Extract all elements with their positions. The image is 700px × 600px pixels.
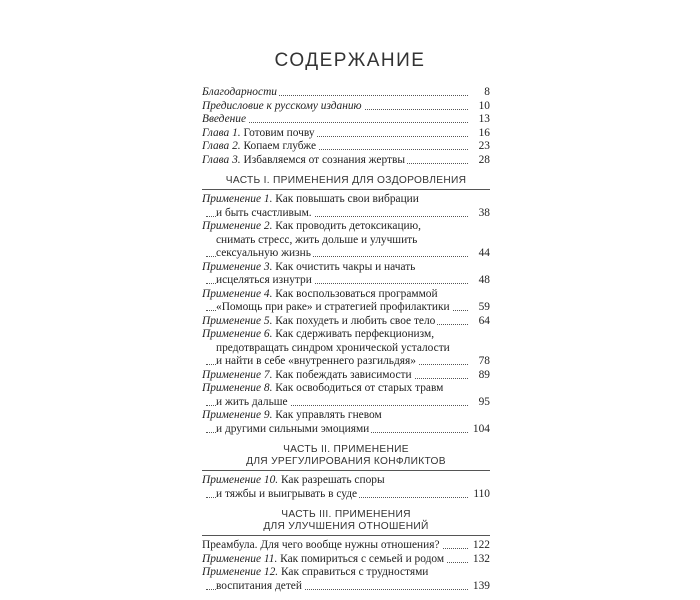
toc-entry-title: Как воспользоваться программой [272, 287, 438, 300]
part-3-heading-line-2: ДЛЯ УЛУЧШЕНИЯ ОТНОШЕНИЙ [263, 521, 429, 532]
toc-entry-line [202, 474, 490, 488]
toc-page-number: 13 [476, 113, 490, 127]
toc-entry-title: Как побеждать зависимости [272, 368, 412, 381]
toc-entry-title: Как проводить детоксикацию, [272, 220, 421, 232]
toc-entry [202, 140, 490, 154]
toc-entry-title: сексуальную жизнь [216, 247, 311, 259]
toc-entry-text [202, 113, 248, 127]
toc-page-number: 122 [470, 539, 490, 553]
toc-entry-title: и жить дальше [216, 395, 288, 408]
toc-entry-title: снимать стресс, жить дольше и улучшить [216, 233, 418, 246]
toc-entry-text [216, 423, 371, 437]
toc-entry-label: Глава 1. [202, 126, 241, 139]
toc-page-number: 44 [476, 247, 490, 261]
part-1-heading: ЧАСТЬ I. ПРИМЕНЕНИЯ ДЛЯ ОЗДОРОВЛЕНИЯ [202, 175, 490, 190]
part-2-heading-line-1: ЧАСТЬ II. ПРИМЕНЕНИЕ [283, 444, 409, 455]
toc-entry-title: Как справиться с трудностями [278, 566, 429, 578]
toc-entry-title: Как похудеть и любить свое тело [272, 314, 436, 327]
toc-entry-text [216, 355, 418, 369]
part-3-list [202, 539, 490, 593]
toc-entry [202, 86, 490, 100]
toc-page-number: 89 [476, 369, 490, 383]
toc-entry-text [202, 127, 317, 141]
toc-entry-text [202, 261, 417, 275]
toc-page-number: 95 [476, 396, 490, 410]
toc-entry-label: Применение 7. [202, 368, 273, 381]
toc-entry-text [202, 566, 430, 580]
toc-entry-line [202, 396, 490, 410]
toc-page-number: 10 [476, 100, 490, 114]
part-2-heading-line-2: ДЛЯ УРЕГУЛИРОВАНИЯ КОНФЛИКТОВ [246, 456, 446, 467]
toc-entry-text [202, 315, 437, 329]
toc-entry [202, 127, 490, 141]
toc-entry-text [202, 140, 318, 154]
toc-entry-label: Применение 10. [202, 474, 279, 486]
toc-page-number: 132 [470, 553, 490, 567]
page-title: СОДЕРЖАНИЕ [274, 50, 426, 71]
toc-entry-title: Копаем глубже [240, 140, 317, 152]
toc-entry-text [202, 86, 279, 100]
toc-entry-title: и найти в себе «внутреннего разгильдяя» [216, 355, 416, 367]
toc-entry-line [202, 369, 490, 383]
toc-entry-title: Как разрешать споры [278, 474, 385, 486]
toc-entry-label: Применение 4. [202, 287, 273, 300]
toc-page-number: 64 [476, 315, 490, 329]
toc-entry-title: исцеляться изнутри [216, 274, 312, 286]
toc-entry-line [202, 274, 490, 288]
toc-page-number: 139 [470, 580, 490, 594]
toc-entry-line [202, 539, 490, 553]
toc-entry-title: Избавляемся от сознания жертвы [240, 153, 406, 166]
toc-entry-label: Введение [202, 113, 247, 125]
toc-entry-line [202, 580, 490, 594]
toc-entry-title: Как сдерживать перфекционизм, [272, 328, 435, 340]
toc-page-number: 104 [470, 423, 490, 437]
toc-entry-text [202, 100, 364, 114]
toc-entry-text [216, 342, 452, 356]
toc-entry [202, 154, 490, 168]
toc-entry-label: Глава 3. [202, 153, 241, 166]
toc-entry-line [202, 423, 490, 437]
toc-entry-label: Применение 8. [202, 382, 273, 394]
toc-entry-line [202, 288, 490, 302]
toc-entry-label: Применение 5. [202, 314, 273, 327]
toc-entry-label: Глава 2. [202, 140, 241, 152]
toc-entry-line [202, 328, 490, 342]
toc-entry-text [216, 207, 314, 221]
toc-page-number: 78 [476, 355, 490, 369]
toc-entry-label: Применение 2. [202, 220, 273, 232]
toc-entry-label: Применение 11. [202, 552, 278, 565]
table-of-contents [202, 86, 490, 593]
toc-page-number: 110 [470, 488, 490, 502]
toc-page-number: 28 [476, 154, 490, 168]
toc-entry-line [202, 301, 490, 315]
toc-entry-title: Как помириться с семьей и родом [277, 552, 445, 565]
toc-entry-text [216, 396, 290, 410]
toc-entry-title: Как управлять гневом [272, 409, 382, 421]
toc-entry-label: Применение 1. [202, 193, 273, 205]
toc-entry-title: и быть счастливым. [216, 206, 312, 219]
toc-entry-line [202, 488, 490, 502]
toc-entry-line [202, 220, 490, 234]
toc-entry-line [202, 342, 490, 356]
toc-page-number: 59 [476, 301, 490, 315]
toc-entry [202, 100, 490, 114]
part-2-heading [202, 444, 490, 471]
toc-entry-line [202, 261, 490, 275]
toc-entry-title: Преамбула. Для чего вообще нужны отношения? [202, 539, 440, 551]
toc-entry-text [216, 301, 452, 315]
toc-entry-line [202, 382, 490, 396]
toc-entry-title: предотвращать синдром хронической усталости [216, 341, 450, 354]
toc-entry-line [202, 409, 490, 423]
toc-entry-line [202, 553, 490, 567]
toc-entry-title: воспитания детей [216, 579, 302, 592]
toc-entry-title: Готовим почву [240, 126, 315, 139]
toc-entry-title: Как очистить чакры и начать [272, 260, 416, 273]
toc-entry-text [216, 247, 313, 261]
toc-entry-title: Как повышать свои вибрации [272, 193, 419, 205]
toc-entry-text [216, 580, 304, 594]
part-2-list [202, 474, 490, 501]
part-1-list [202, 193, 490, 436]
toc-entry-line [202, 234, 490, 248]
toc-entry-text [202, 553, 446, 567]
toc-page-number: 23 [476, 140, 490, 154]
part-3-heading [202, 509, 490, 536]
toc-page-number: 8 [481, 86, 490, 100]
toc-entry-text [216, 234, 419, 248]
toc-entry-text [202, 220, 423, 234]
toc-entry-title: «Помощь при раке» и стратегией профилактики [216, 301, 450, 313]
toc-entry-label: Применение 6. [202, 328, 273, 340]
toc-entry-line [202, 355, 490, 369]
toc-entry-line [202, 315, 490, 329]
toc-entry-title: и другими сильными эмоциями [216, 422, 370, 435]
toc-entry-label: Благодарности [202, 86, 277, 98]
toc-entry-text [216, 274, 314, 288]
toc-entry-text [202, 409, 384, 423]
toc-entry [202, 113, 490, 127]
toc-page-number: 38 [476, 207, 490, 221]
toc-entry-text [202, 474, 387, 488]
toc-entry-line [202, 207, 490, 221]
toc-entry-text [202, 154, 407, 168]
front-matter-list [202, 86, 490, 167]
toc-entry-label: Предисловие к русскому изданию [202, 99, 362, 112]
part-3-heading-line-1: ЧАСТЬ III. ПРИМЕНЕНИЯ [281, 509, 411, 520]
toc-entry-text [202, 288, 440, 302]
toc-entry-text [202, 193, 421, 207]
toc-entry-line [202, 247, 490, 261]
toc-entry-label: Применение 3. [202, 260, 273, 273]
toc-entry-label: Применение 9. [202, 409, 273, 421]
toc-entry-text [202, 382, 445, 396]
toc-entry-text [216, 488, 359, 502]
toc-entry-line [202, 193, 490, 207]
toc-page-number: 48 [476, 274, 490, 288]
toc-entry-text [202, 539, 442, 553]
toc-entry-text [202, 369, 414, 383]
toc-entry-text [202, 328, 436, 342]
toc-entry-line [202, 566, 490, 580]
toc-entry-label: Применение 12. [202, 566, 279, 578]
toc-page-number: 16 [476, 127, 490, 141]
toc-entry-title: Как освободиться от старых травм [272, 382, 444, 394]
toc-entry-title: и тяжбы и выигрывать в суде [216, 487, 358, 500]
